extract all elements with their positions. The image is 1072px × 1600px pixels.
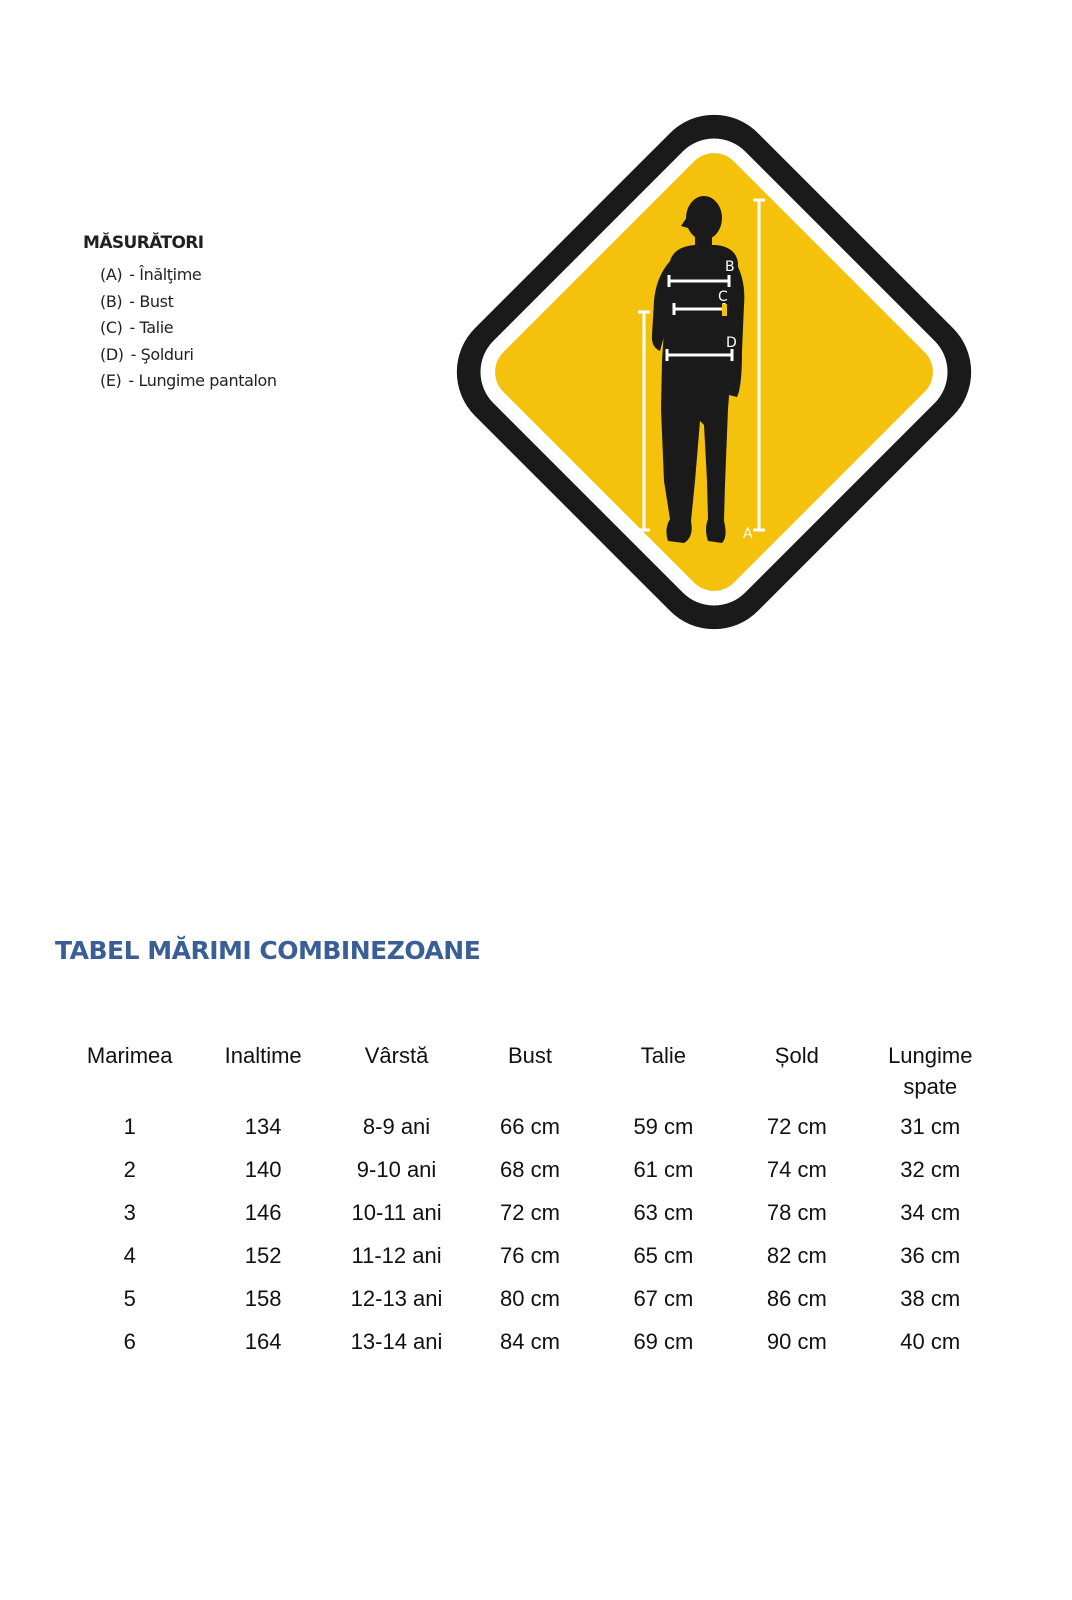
table-cell: 5 [123,1286,136,1311]
table-cell: 12-13 ani [350,1286,443,1311]
measure-label-a: A [743,526,753,542]
table-cell: 74 cm [766,1157,827,1182]
table-cell: 68 cm [500,1157,560,1182]
measurements-title: MĂSURĂTORI [83,233,204,253]
measurement-item-waist [100,315,343,342]
column-header-hip: Șold [774,1043,819,1068]
table-cell: 86 cm [766,1286,827,1311]
table-cell: 32 cm [900,1157,961,1182]
table-cell: 61 cm [633,1157,694,1182]
measurement-label: - Lungime pantalon [128,371,277,391]
measurement-code: (A) [100,265,123,284]
table-cell: 66 cm [500,1114,560,1139]
table-row [63,1115,997,1158]
table-cell: 65 cm [633,1243,694,1268]
table-cell: 76 cm [500,1243,560,1268]
measure-label-e: E [629,526,638,542]
table-cell: 59 cm [633,1114,694,1139]
measurement-item-height [100,262,343,289]
table-cell: 69 cm [633,1329,694,1354]
table-cell: 11-12 ani [351,1243,442,1268]
table-row [63,1244,997,1287]
measurement-label: - Înălţime [129,265,202,284]
measure-label-c: C [718,289,728,305]
table-cell: 72 cm [766,1114,827,1139]
table-cell: 80 cm [500,1286,560,1311]
table-row [63,1158,997,1201]
table-cell: 6 [123,1329,136,1354]
table-cell: 82 cm [766,1243,827,1268]
column-header-back-length: Lungime spate [888,1043,973,1099]
table-cell: 78 cm [766,1200,827,1225]
table-cell: 2 [123,1157,136,1182]
measurement-code: (C) [100,318,123,338]
column-header-bust: Bust [507,1043,552,1068]
table-row [63,1201,997,1244]
measurement-code: (D) [100,344,124,364]
column-header-size: Marimea [86,1043,173,1068]
table-cell: 40 cm [900,1329,961,1354]
table-cell: 36 cm [900,1243,961,1268]
table-cell: 13-14 ani [350,1329,443,1354]
table-cell: 31 cm [900,1114,961,1139]
table-cell: 63 cm [633,1200,694,1225]
waist-accent [722,304,727,316]
measure-label-b: B [725,259,735,275]
table-cell: 67 cm [633,1286,694,1311]
measurement-item-inseam [100,368,343,395]
column-header-waist: Talie [640,1043,687,1068]
measurement-code: (B) [100,291,123,311]
table-cell: 164 [244,1329,282,1354]
measurement-item-bust [100,289,343,316]
table-cell: 134 [244,1114,282,1139]
column-header-height: Inaltime [224,1043,302,1068]
measurement-item-hips [100,342,343,369]
measurements-list [83,262,343,395]
size-table [63,1040,997,1373]
table-cell: 9-10 ani [356,1157,437,1182]
table-cell: 1 [123,1114,136,1139]
table-cell: 10-11 ani [351,1200,442,1225]
measurement-label: - Talie [129,318,174,338]
measurement-label: - Şolduri [130,344,194,364]
measure-label-d: D [726,335,737,351]
measurements-legend [83,233,343,395]
table-cell: 146 [244,1200,282,1225]
table-row [63,1287,997,1330]
table-cell: 4 [123,1243,136,1268]
table-cell: 152 [244,1243,282,1268]
measurement-code: (E) [100,371,122,391]
table-cell: 3 [123,1200,136,1225]
table-cell: 158 [244,1286,282,1311]
table-cell: 90 cm [766,1329,827,1354]
table-row [63,1330,997,1373]
table-cell: 140 [244,1157,282,1182]
table-cell: 38 cm [900,1286,961,1311]
column-header-age: Vârstă [364,1043,429,1068]
table-cell: 84 cm [500,1329,560,1354]
size-table-header-row [63,1040,997,1115]
measurement-label: - Bust [129,291,174,311]
table-cell: 8-9 ani [362,1114,431,1139]
body-measurement-diagram [432,89,997,656]
table-cell: 72 cm [500,1200,560,1225]
table-cell: 34 cm [900,1200,961,1225]
size-table-title: TABEL MĂRIMI COMBINEZOANE [55,936,481,965]
